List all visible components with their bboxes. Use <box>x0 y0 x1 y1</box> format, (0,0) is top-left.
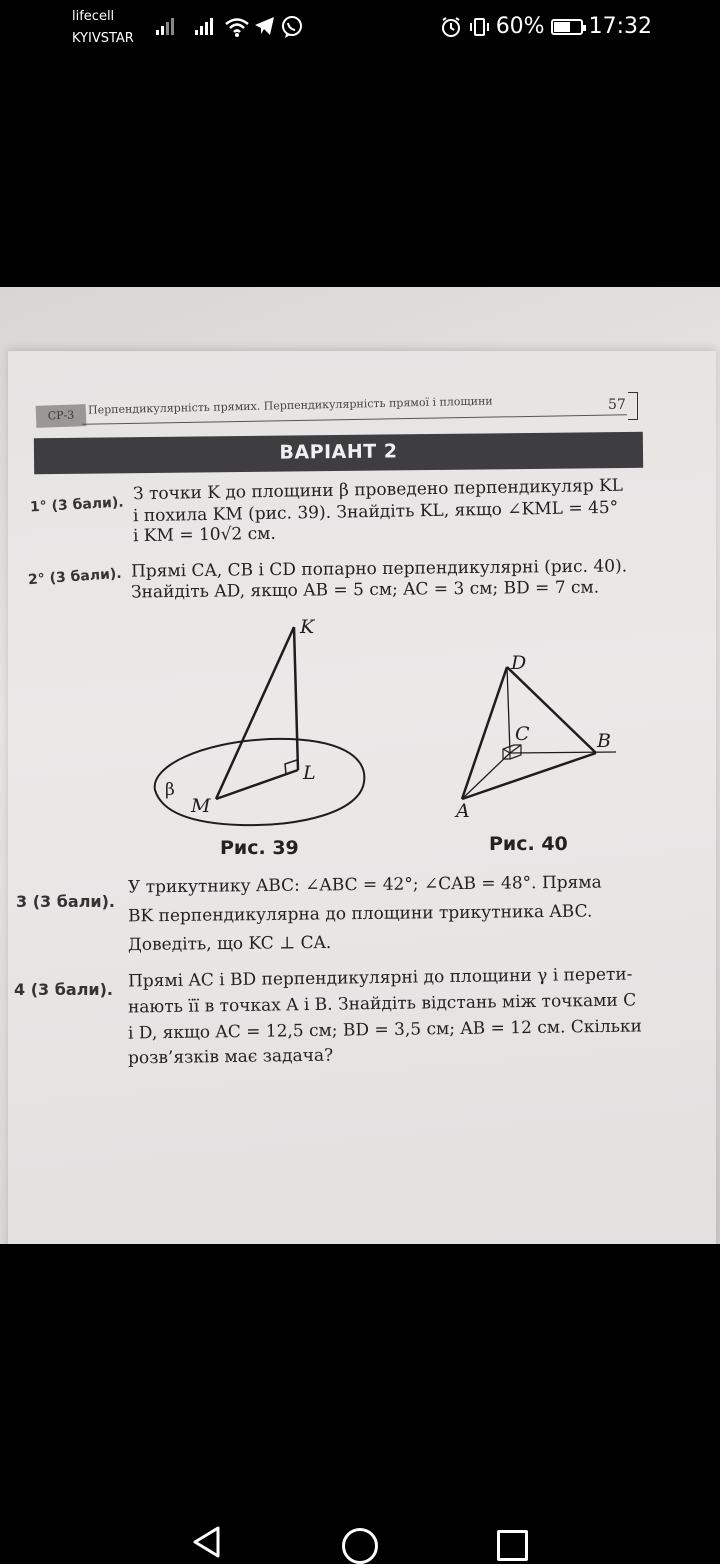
home-button[interactable] <box>342 1528 378 1564</box>
page-number: 57 <box>608 397 626 413</box>
status-right-group <box>440 14 652 39</box>
recent-apps-button[interactable] <box>497 1530 528 1561</box>
label-c: C <box>515 723 530 745</box>
figure-40-caption: Рис. 40 <box>489 833 568 855</box>
signal-2-icon <box>194 16 216 36</box>
label-m: M <box>191 795 211 817</box>
page-content <box>0 287 720 1244</box>
task-3-line-2: BK перпендикулярна до площини трикутника ABC. <box>127 901 593 927</box>
task-1-number: 1° (3 бали). <box>29 494 124 516</box>
figure-39 <box>155 616 365 825</box>
label-k: K <box>300 616 315 638</box>
task-4-line-3: і D, якщо AC = 12,5 см; BD = 3,5 см; AB = 12 см. Скільки <box>127 1016 643 1044</box>
back-button[interactable] <box>190 1525 224 1559</box>
section-tag: СР-3 <box>36 404 87 428</box>
task-1-line-2: і похила KM (рис. 39). Знайдіть KL, якщо ∠KML = 45° <box>132 497 619 527</box>
vibrate-icon <box>468 16 490 38</box>
task-3-line-1: У трикутнику ABC: ∠ABC = 42°; ∠CAB = 48°. Пряма <box>127 872 602 898</box>
label-l: L <box>303 762 316 784</box>
task-4-number: 4 (3 бали). <box>14 980 114 999</box>
task-4-line-1: Прямі AC і BD перпендикулярні до площини γ і перети- <box>127 964 633 992</box>
edge-dc <box>507 667 510 753</box>
edge-cb <box>510 752 616 753</box>
figure-40 <box>454 652 616 822</box>
textbook-photo <box>0 287 720 1244</box>
label-a: A <box>456 800 470 822</box>
task-3-number: 3 (3 бали). <box>16 892 116 911</box>
perpendicular-kl <box>294 627 298 770</box>
task-4-line-2: нають її в точках A і B. Знайдіть відстань між точками C <box>127 990 637 1018</box>
plane-beta <box>155 739 365 825</box>
battery-icon <box>551 19 583 35</box>
label-beta: β <box>165 780 175 800</box>
carrier-2-label: KYIVSTAR <box>72 31 134 46</box>
task-4-line-4: розв’язків має задача? <box>127 1045 334 1069</box>
slant-km <box>216 627 294 799</box>
task-1-line-3: і KM = 10√2 см. <box>132 523 277 547</box>
variant-banner: ВАРІАНТ 2 <box>34 432 643 474</box>
battery-percent: 60% <box>495 14 545 39</box>
clock: 17:32 <box>588 14 652 39</box>
status-bar <box>0 0 720 60</box>
task-2-number: 2° (3 бали). <box>27 565 123 589</box>
task-2-line-2: Знайдіть AD, якщо AB = 5 см; AC = 3 см; BD = 7 см. <box>130 577 600 603</box>
task-1-line-1: З точки K до площини β проведено перпендикуляр KL <box>132 475 624 505</box>
edge-da <box>462 667 507 799</box>
alarm-icon <box>440 16 462 38</box>
task-3-line-3: Доведіть, що KC ⊥ CA. <box>127 932 332 956</box>
label-d: D <box>511 652 527 674</box>
task-2-line-1: Прямі CA, CB і CD попарно перпендикулярні (рис. 40). <box>130 556 628 582</box>
edge-ab <box>462 753 596 799</box>
telegram-icon <box>254 16 276 36</box>
carrier-1-label: lifecell <box>72 9 115 24</box>
figure-39-caption: Рис. 39 <box>220 837 299 859</box>
signal-1-icon <box>155 16 177 36</box>
geometry-figures <box>0 287 720 1244</box>
section-title: Перпендикулярність прямих. Перпендикулярність прямої і площини <box>87 394 493 417</box>
viber-icon <box>280 16 304 38</box>
wifi-icon <box>224 16 250 38</box>
label-b: B <box>597 730 611 752</box>
